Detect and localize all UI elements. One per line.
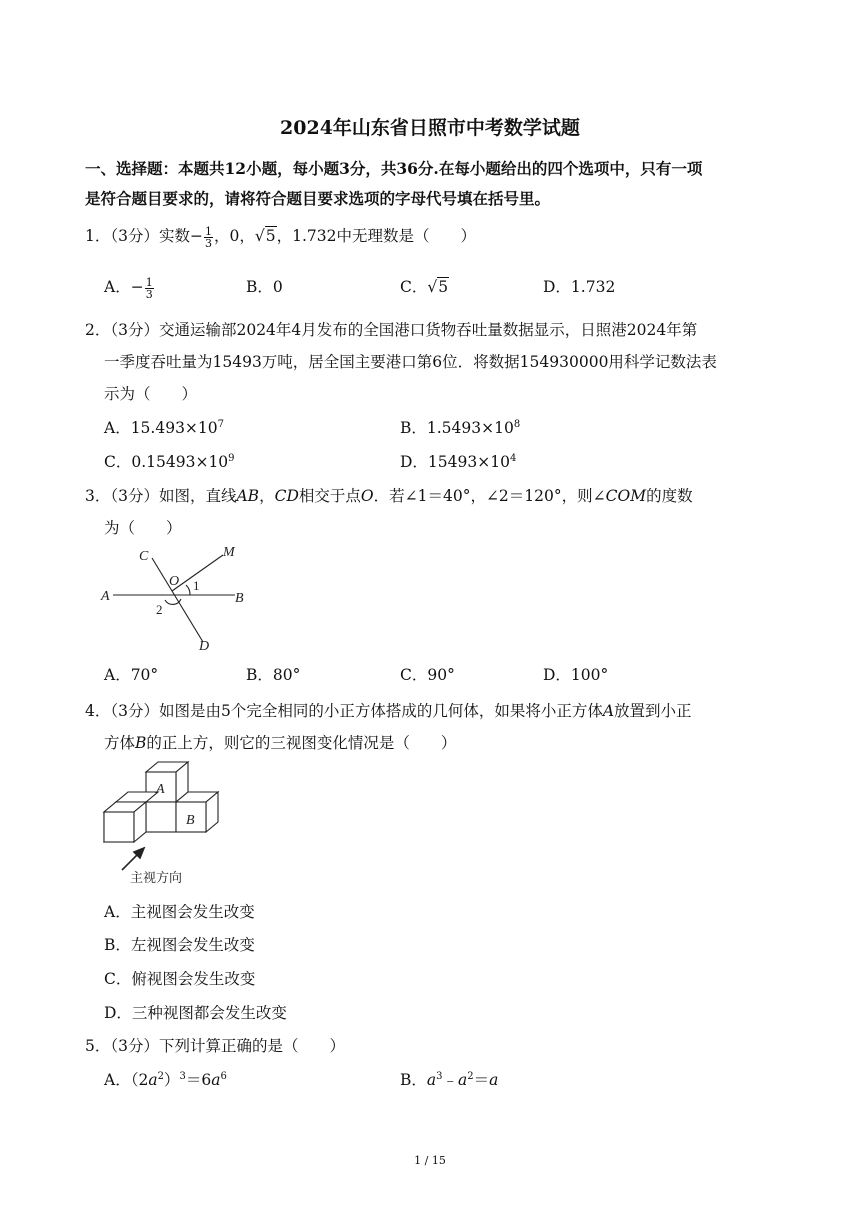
cube-front-mid — [146, 802, 176, 832]
q5-option-b: B．$a^3﹣a^2=a$ — [400, 1070, 499, 1089]
line-cd — [152, 558, 203, 642]
q3-option-d: D．100° — [543, 666, 609, 684]
angle-2-arc — [165, 599, 181, 604]
fraction: $\frac{1}{3}$ — [204, 224, 212, 250]
label-m: M — [223, 545, 235, 560]
q2-option-a: A．$15.493\times 10^7$ — [104, 418, 225, 437]
question-4-line1: 4．（3分）如图是由5个完全相同的小正方体搭成的几何体，如果将小正方体A放置到小正 — [85, 702, 692, 720]
q1-option-d: D．1.732 — [543, 278, 616, 296]
label-a: A — [101, 589, 110, 604]
cube-label-b: B — [186, 813, 195, 828]
label-angle-2: 2 — [156, 602, 163, 617]
view-direction-label: 主视方向 — [130, 871, 183, 885]
q2-option-d: D．$15493\times 10^4$ — [400, 452, 517, 471]
question-4-line2: 方体B的正上方，则它的三视图变化情况是（ ） — [104, 734, 457, 752]
label-o: O — [169, 574, 180, 589]
q2-option-c: C．$0.15493\times 10^9$ — [104, 452, 235, 471]
question-3-line1: 3．（3分）如图，直线AB，CD相交于点O．若∠1＝40°，∠2＝120°，则∠COM的度数 — [85, 487, 693, 505]
q3-option-a: A．70° — [104, 666, 159, 684]
q4-option-c: C．俯视图会发生改变 — [104, 970, 256, 988]
q3-option-b: B．80° — [246, 666, 301, 684]
angle-1-arc — [186, 585, 190, 595]
page-number: 1 / 15 — [414, 1154, 446, 1167]
question-1: 1．（3分）实数− $\frac{1}{3}$ ，0，√5，1.732中无理数是（ ） — [85, 224, 476, 250]
question-2-line2: 一季度吞吐量为15493万吨，居全国主要港口第6位．将数据154930000用科学记数法表 — [104, 353, 717, 371]
q5-option-a: A．$(2a^2)^3=6a^6$ — [104, 1070, 227, 1089]
sqrt-expression: √5 — [254, 227, 276, 245]
question-2-line3: 示为（ ） — [104, 385, 198, 403]
angle-figure — [95, 540, 265, 655]
cubes-figure — [100, 760, 230, 885]
q1-option-b: B．0 — [246, 278, 283, 296]
section-heading-line1: 一、选择题：本题共12小题，每小题3分，共36分.在每小题给出的四个选项中，只有一项 — [85, 159, 703, 178]
cube-label-a: A — [156, 782, 165, 797]
q4-option-a: A．主视图会发生改变 — [104, 903, 255, 921]
question-5-line1: 5．（3分）下列计算正确的是（ ） — [85, 1037, 345, 1055]
q4-option-d: D．三种视图都会发生改变 — [104, 1004, 287, 1022]
question-2-line1: 2．（3分）交通运输部2024年4月发布的全国港口货物吞吐量数据显示，日照港2024年第 — [85, 321, 698, 339]
q1-option-c: C．√5 — [400, 278, 449, 296]
q3-option-c: C．90° — [400, 666, 455, 684]
section-heading-line2: 是符合题目要求的，请将符合题目要求选项的字母代号填在括号里。 — [85, 189, 551, 208]
q4-option-b: B．左视图会发生改变 — [104, 936, 255, 954]
q1-option-a: A．− $\frac{1}{3}$ — [104, 275, 153, 301]
page-title: 2024年山东省日照市中考数学试题 — [280, 117, 580, 139]
q2-option-b: B．$1.5493\times 10^8$ — [400, 418, 521, 437]
label-angle-1: 1 — [193, 578, 200, 593]
label-b: B — [235, 591, 244, 606]
question-3-line2: 为（ ） — [104, 519, 182, 537]
label-d: D — [199, 639, 210, 654]
label-c: C — [139, 549, 149, 564]
cube-far-left-front — [104, 812, 134, 842]
